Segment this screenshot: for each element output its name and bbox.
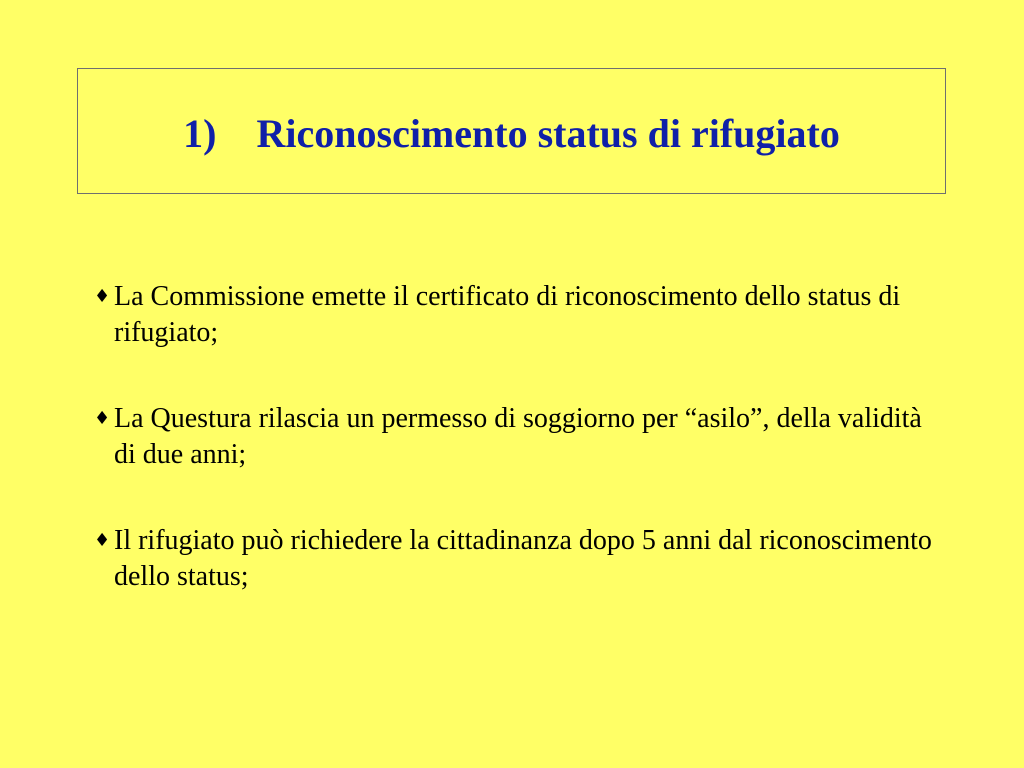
bullet-list	[86, 279, 966, 595]
list-item	[86, 523, 966, 595]
slide-title	[78, 69, 945, 193]
list-item	[86, 279, 966, 351]
diamond-icon: ♦	[94, 408, 111, 429]
diamond-icon: ♦	[94, 286, 111, 307]
bullet-text: Il rifugiato può richiedere la cittadinanza dopo 5 anni dal riconoscimento dello status;	[114, 525, 932, 592]
title-text: Riconoscimento status di rifugiato	[256, 111, 840, 156]
title-box	[77, 68, 946, 194]
bullet-text: La Questura rilascia un permesso di soggiorno per “asilo”, della validità di due anni;	[114, 403, 922, 470]
diamond-icon: ♦	[94, 530, 111, 551]
list-item	[86, 401, 966, 473]
bullet-text: La Commissione emette il certificato di riconoscimento dello status di rifugiato;	[114, 281, 901, 348]
title-number: 1)	[183, 111, 217, 156]
